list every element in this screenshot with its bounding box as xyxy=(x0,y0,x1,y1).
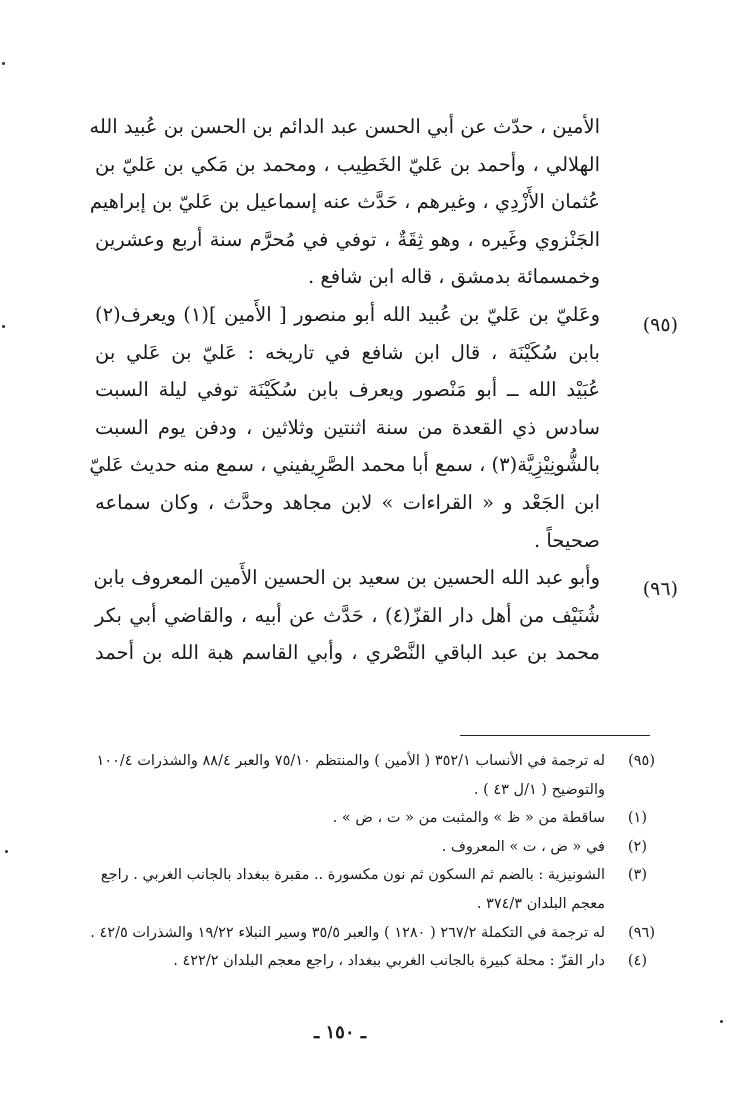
footnote-text: الشونيزية : بالضم ثم السكون ثم نون مكسورة .. مقبرة ببغداد بالجانب الغربي . راجع xyxy=(100,867,605,884)
entry-95-line: بابن سُكَيْنَة ، قال ابن شافع في تاريخه : عَليّ بن عَلي بن xyxy=(95,340,600,364)
scan-mark xyxy=(720,1020,723,1023)
entry-number-95: (٩٥) xyxy=(642,314,678,336)
footnote-number: (١) xyxy=(627,810,647,827)
footnote-text: والتوضيح ( ١/ل ٤٣ ) . xyxy=(473,781,605,798)
entry-95-line: سادس ذي القعدة من سنة اثنتين وثلاثين ، ودفن يوم السبت xyxy=(95,415,600,439)
footnote-number: (٩٥) xyxy=(628,753,655,769)
footnote xyxy=(45,804,655,833)
footnotes xyxy=(45,747,655,976)
entry-95-line: عُبَيْد الله ــ أبو مَنْصور ويعرف بابن سُكَيْنَة توفي ليلة السبت xyxy=(95,378,600,402)
scan-mark xyxy=(2,62,5,65)
text-line: وخمسمائة بدمشق ، قاله ابن شافع . xyxy=(307,265,600,289)
text-line: الأمين ، حدّث عن أبي الحسن عبد الدائم بن الحسن بن عُبيد الله xyxy=(89,115,600,138)
entry-96-line: وأبو عبد الله الحسين بن سعيد بن الحسين الأَمين المعروف بابن xyxy=(93,566,600,590)
main-text xyxy=(89,108,601,672)
page-number: ـ ١٥٠ ـ xyxy=(313,1022,367,1043)
entry-number-96: (٩٦) xyxy=(642,578,678,600)
scan-mark xyxy=(2,325,5,328)
scan-mark xyxy=(5,850,8,853)
entry-96-line: شُنَيْف من أهل دار القزّ(٤) ، حَدَّث عن أبيه ، والقاضي أبي بكر xyxy=(95,603,601,627)
footnote-text: ساقطة من « ظ » والمثبت من « ت ، ض » . xyxy=(332,810,605,827)
footnote-text: له ترجمة في التكملة ٢٦٧/٢ ( ١٢٨٠ ) والعبر ٣٥/٥ وسير النبلاء ١٩/٢٢ والشذرات ٤٢/٥ . xyxy=(90,924,605,941)
entry-96-line: محمد بن عبد الباقي النَّصْري ، وأبي القاسم هبة الله بن أحمد xyxy=(95,641,600,665)
footnote xyxy=(45,747,655,804)
footnote-separator xyxy=(460,735,650,736)
footnote-number: (٩٦) xyxy=(628,924,655,941)
footnote xyxy=(45,919,655,948)
entry-95-line: وعَليّ بن عَليّ بن عُبيد الله أبو منصور [ الأَمين ](١) ويعرف(٢) xyxy=(95,302,600,326)
footnote-text: في « ض ، ت » المعروف . xyxy=(441,838,605,855)
text-line: عُثمان الأَزْدِي ، وغيرهم ، حَدَّث عنه إسماعيل بن عَليّ بن إبراهيم xyxy=(89,190,600,214)
entry-95-line: صحيحاً . xyxy=(534,528,600,552)
footnote xyxy=(45,947,655,976)
footnote-text: دار القزّ : محلة كبيرة بالجانب الغربي ببغداد ، راجع معجم البلدان ٤٢٢/٢ . xyxy=(173,953,605,970)
footnote-number: (٢) xyxy=(627,838,647,855)
footnote-text: معجم البلدان ٣٧٤/٣ . xyxy=(476,895,605,912)
footnote-text: له ترجمة في الأنساب ٣٥٢/١ ( الأمين ) والمنتظم ٧٥/١٠ والعبر ٨٨/٤ والشذرات ١٠٠/٤ xyxy=(96,753,605,769)
entry-95-line: بالشُّونِيْزِيَّة(٣) ، سمع أبا محمد الصَّرِيفيني ، سمع منه حديث عَليّ xyxy=(89,453,600,477)
footnote-number: (٤) xyxy=(627,953,647,970)
footnote xyxy=(45,833,655,862)
footnote-number: (٣) xyxy=(627,867,647,884)
footnote xyxy=(45,861,655,918)
text-line: الجَنْزوي وغَيره ، وهو ثِقَةٌ ، توفي في مُحرَّم سنة أربع وعشرين xyxy=(95,227,600,251)
text-line: الهلالي ، وأحمد بن عَليّ الخَطِيب ، ومحمد بن مَكي بن عَليّ بن xyxy=(95,152,600,176)
entry-95-line: ابن الجَعْد و « القراءات » لابن مجاهد وحدَّث ، وكان سماعه xyxy=(95,490,600,514)
